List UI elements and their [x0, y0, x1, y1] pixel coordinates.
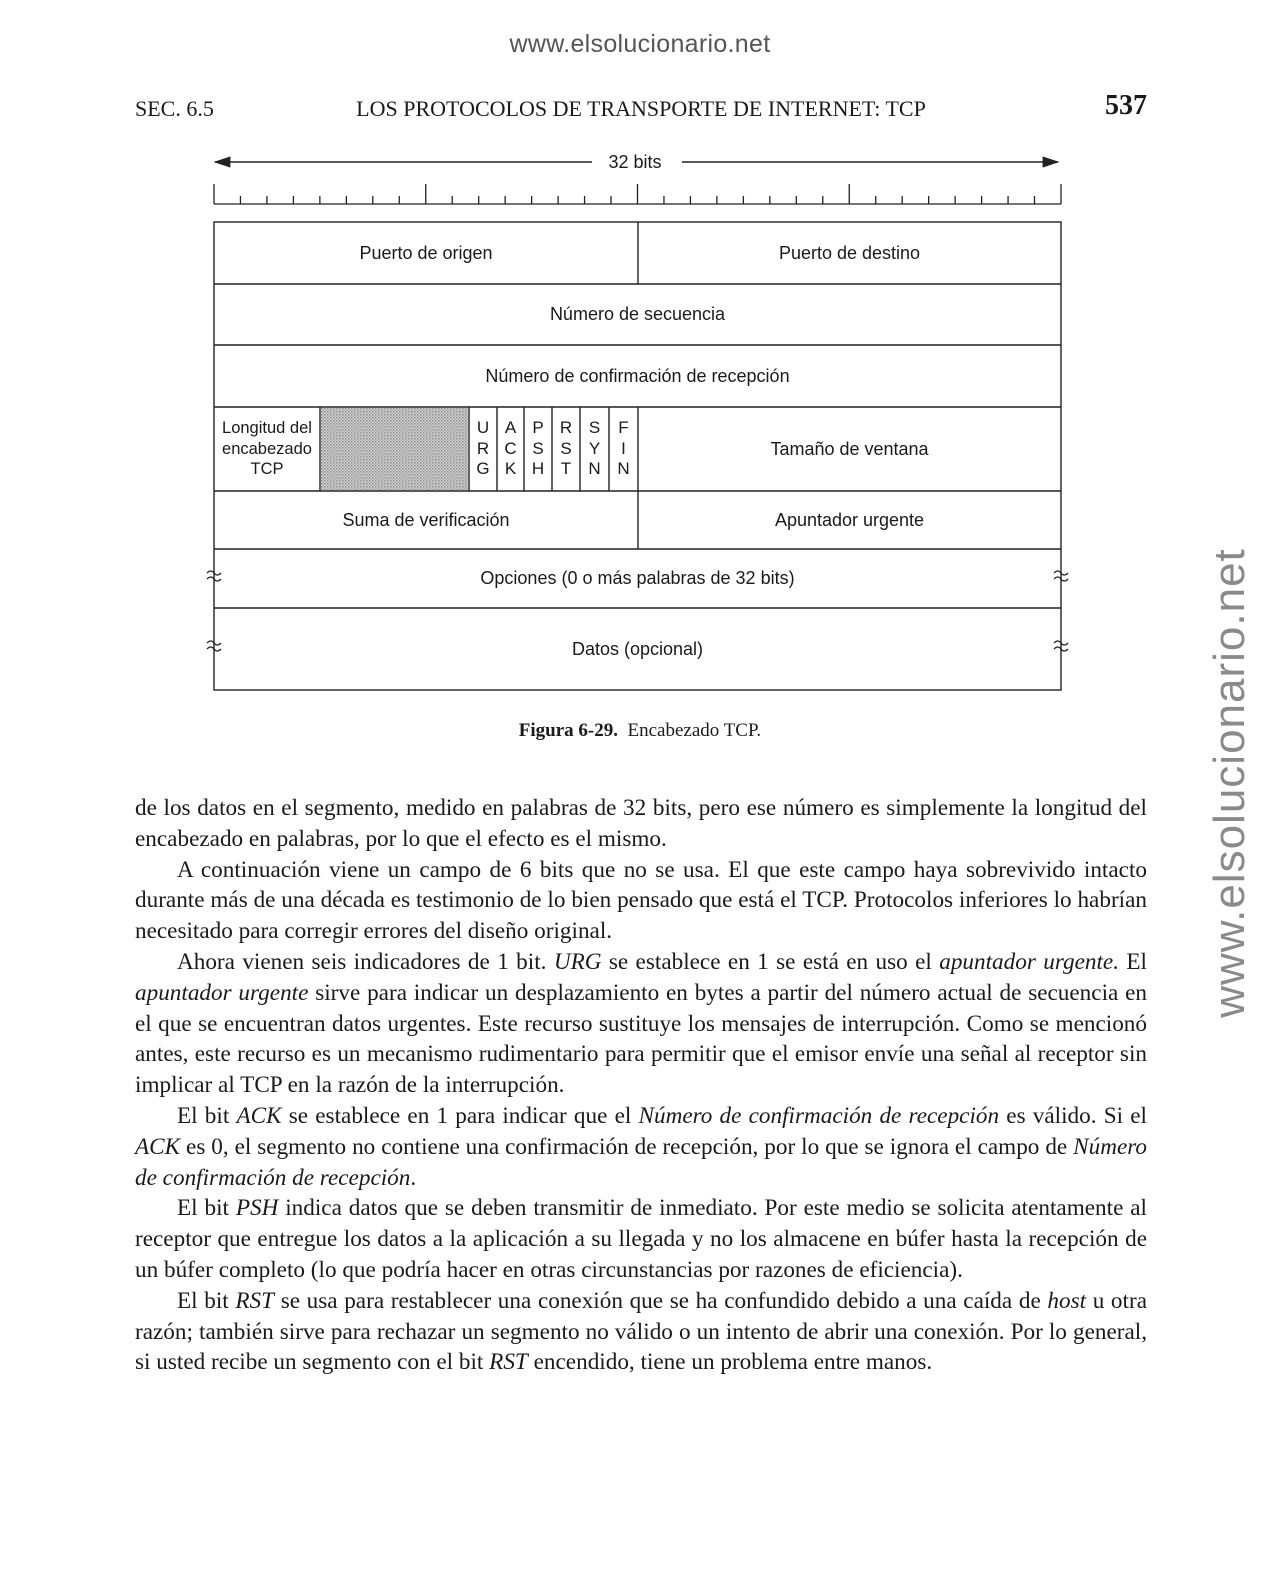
term-italic: host [1047, 1287, 1087, 1314]
term-italic: RST [235, 1287, 275, 1314]
flag-letter: N [617, 459, 630, 479]
header-length-line-1: Longitud del [222, 419, 312, 438]
term-italic: Número de confirmación de recepción [135, 1133, 1147, 1191]
running-title: LOS PROTOCOLOS DE TRANSPORTE DE INTERNET: TCP [356, 96, 926, 121]
caption-label: Figura 6-29. [518, 720, 619, 741]
term-italic: RST [489, 1349, 528, 1376]
text-run: indica datos que se deben transmitir de inmediato. Por este medio se solicita atentamente al receptor que entregue los datos a la aplicación a su llegada y no los almacene en búfer hasta la recepción de un búfer completo (lo que podría hacer en otras circunstancias por razones de eficiencia). [135, 1195, 1147, 1283]
text-run: Ahora vienen seis indicadores de 1 bit. [177, 948, 554, 975]
section-number: SEC. 6.5 [135, 96, 214, 121]
flag-ack [497, 407, 524, 491]
flag-letter: S [560, 438, 572, 458]
flag-letter: A [504, 418, 517, 438]
field-window-size: Tamaño de ventana [770, 438, 929, 459]
reserved-bits-shading [321, 408, 468, 490]
field-dest-port: Puerto de destino [778, 242, 921, 263]
field-options: Opciones (0 o más palabras de 32 bits) [480, 568, 795, 589]
flag-letter: U [476, 418, 490, 438]
flag-letter: G [476, 459, 490, 479]
body-text [135, 793, 1147, 1378]
watermark-top: www.elsolucionario.net [509, 30, 771, 58]
flag-letter: R [476, 438, 490, 458]
text-run: encendido, tiene un problema entre manos. [527, 1349, 933, 1376]
flag-letter: C [504, 438, 517, 458]
caption-text: Encabezado TCP. [627, 720, 762, 741]
text-run: u otra razón; también sirve para rechazar un segmento no válido o un intento de abrir una conexión. Por lo general, si usted recibe un segmento con el bit [135, 1287, 1147, 1376]
figure-caption [0, 720, 1280, 742]
paragraph-2: A continuación viene un campo de 6 bits que no se usa. El que este campo haya sobrevivido intacto durante más de una década es testimonio de lo bien pensado que está el TCP. Protocolos inferiores lo habrían necesitado para corregir errores del diseño original. [135, 856, 1147, 945]
paragraph-1: de los datos en el segmento, medido en palabras de 32 bits, pero ese número es simplemente la longitud del encabezado en palabras, por lo que el efecto es el mismo. [135, 795, 1147, 852]
flag-letter: P [532, 418, 544, 438]
term-italic: URG [553, 948, 602, 975]
watermark-side-text: www.elsolucionario.net [1205, 548, 1254, 1018]
bit-ruler [214, 184, 1061, 204]
header-length-line-3: TCP [250, 460, 284, 479]
flag-letter: N [588, 459, 601, 479]
flag-letter: F [618, 418, 629, 438]
term-italic: Número de confirmación de recepción [638, 1102, 1000, 1129]
flag-letter: S [532, 438, 544, 458]
paragraph-3 [135, 947, 1147, 1101]
field-source-port: Puerto de origen [359, 242, 493, 263]
page-number: 537 [1105, 90, 1147, 121]
flag-rst [552, 407, 580, 491]
width-label: 32 bits [595, 152, 675, 173]
text-run: se establece en 1 se está en uso el [601, 948, 940, 975]
field-ack-number: Número de confirmación de recepción [485, 365, 790, 386]
term-italic: apuntador urgente. [939, 948, 1120, 975]
text-run: se establece en 1 para indicar que el [281, 1102, 639, 1129]
paragraph-5 [135, 1193, 1147, 1285]
flag-fin [609, 407, 638, 491]
text-run: es 0, el segmento no contiene una confirmación de recepción, por lo que se ignora el campo de [180, 1133, 1074, 1160]
field-urgent-pointer: Apuntador urgente [774, 509, 925, 530]
text-run: sirve para indicar un desplazamiento en bytes a partir del número actual de secuencia en el que se encuentran datos urgentes. Este recurso sustituye los mensajes de interrupción. Como se mencionó antes, este recurso es un mecanismo rudimentario para permitir que el emisor envíe una señal al receptor sin implicar al TCP en la razón de la interrupción. [135, 979, 1147, 1099]
text-run: se usa para restablecer una conexión que se ha confundido debido a una caída de [274, 1287, 1048, 1314]
term-italic: ACK [135, 1133, 181, 1160]
field-seq-number: Número de secuencia [549, 304, 726, 325]
header-length-line-2: encabezado [222, 439, 312, 458]
flag-urg [469, 407, 497, 491]
text-run: El [1119, 948, 1148, 975]
text-run: El bit [177, 1102, 237, 1129]
flag-letter: H [531, 459, 545, 479]
paragraph-6 [135, 1286, 1147, 1378]
flag-psh [524, 407, 552, 491]
flag-letter: T [560, 459, 572, 479]
flag-letter: R [559, 418, 573, 438]
flag-letter: Y [588, 438, 601, 458]
field-data: Datos (opcional) [571, 638, 704, 659]
field-checksum: Suma de verificación [342, 509, 510, 530]
text-run: . [410, 1164, 417, 1191]
flag-letter: K [504, 459, 517, 479]
flag-syn [580, 407, 609, 491]
field-header-length [214, 407, 320, 491]
text-run: El bit [177, 1287, 236, 1314]
paragraph-4 [135, 1101, 1147, 1193]
flag-letter: S [588, 418, 601, 438]
text-run: es válido. Si el [999, 1102, 1147, 1129]
term-italic: PSH [235, 1195, 279, 1222]
text-run: El bit [177, 1195, 236, 1222]
flag-letter: I [621, 438, 626, 458]
term-italic: apuntador urgente [135, 979, 309, 1006]
term-italic: ACK [236, 1102, 282, 1129]
